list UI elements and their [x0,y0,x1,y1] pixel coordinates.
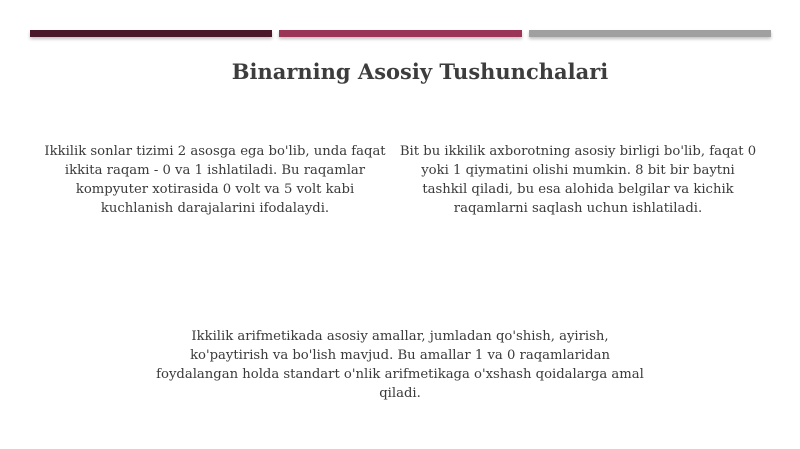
accent-bar-crimson [279,30,522,37]
accent-bar-gray [529,30,771,37]
accent-bar-dark [30,30,272,37]
paragraph-right: Bit bu ikkilik axborotning asosiy birligi bo'lib, faqat 0 yoki 1 qiymatini olishi mumkin. 8 bit bir baytni tashkil qiladi, bu esa alohida belgilar va kichik raqamlarni saqlash uchun ishlatiladi. [399,144,757,216]
paragraph-bottom: Ikkilik arifmetikada asosiy amallar, jumladan qo'shish, ayirish, ko'paytirish va bo'lish mavjud. Bu amallar 1 va 0 raqamlaridan foydalangan holda standart o'nlik arifmetikaga o'xshash qoidalarga amal qiladi. [156,329,644,401]
paragraph-left: Ikkilik sonlar tizimi 2 asosga ega bo'lib, unda faqat ikkita raqam - 0 va 1 ishlatiladi. Bu raqamlar kompyuter xotirasida 0 volt va 5 volt kabi kuchlanish darajalarini ifodalaydi. [44,144,386,216]
slide-title: Binarning Asosiy Tushunchalari [231,59,609,84]
